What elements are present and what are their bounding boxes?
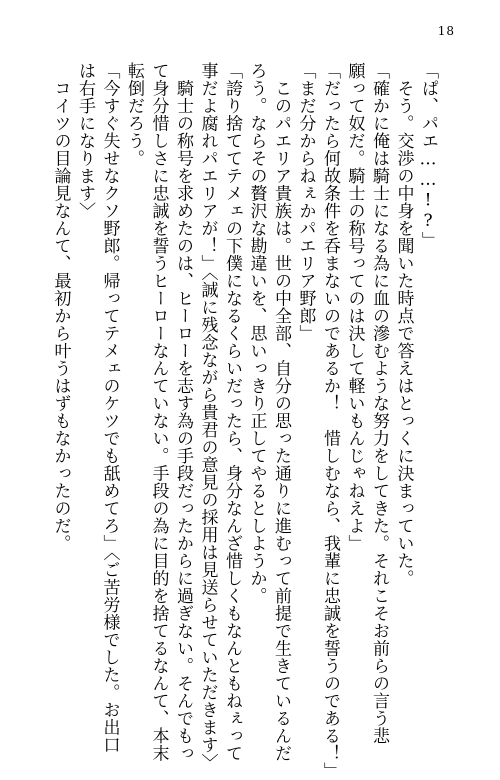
text-line: て身分惜しさに忠誠を誓うヒーローなんていない。手段の為に目的を捨てるなんて、本末 [148,62,169,762]
text-line: 「まだ分からねぇかパエリア野郎」 [295,62,316,342]
text-line: コイツの目論見なんて、最初から叶うはずもなかったのだ。 [50,62,71,552]
text-line: 願って奴だ。騎士の称号ってのは決して軽いもんじゃねえよ」 [344,62,365,552]
text-line: は右手になります〉 [75,62,95,220]
text-line: 事だよ腐れパエリアが！」〈誠に残念ながら貴君の意見の採用は見送らせていただきます〉 [197,62,218,771]
page-number: 18 [437,24,455,38]
text-line: 「確かに俺は騎士になる為に血の滲むような努力をしてきた。それこそお前らの言う悲 [369,62,389,745]
text-line: 転倒だろう。 [124,62,144,167]
text-line: 「今すぐ失せなクソ野郎。帰ってテメェのケツでも舐めてろ」〈ご苦労様でした。お出口 [99,62,120,754]
body-text [48,62,440,780]
text-line: 「ぱ、パエ……!?」 [418,62,438,249]
text-line: ろう。ならその贅沢な勘違いを、思いっきり正してやるとしようか。 [246,62,267,605]
text-line: 騎士の称号を求めたのは、ヒーローを志す為の手段だったからに過ぎない。そんでもっ [173,62,193,762]
text-line: 「だったら何故条件を呑まないのであるか！ 惜しむなら、我輩に忠誠を誓うのである！」 [320,62,340,780]
text-line: このパエリア貴族は。世の中全部、自分の思った通りに進むって前提で生きているんだ [271,62,291,762]
text-line: そう。交渉の中身を聞いた時点で答えはとっくに決まっていた。 [393,62,414,587]
text-line: 「誇り捨ててテメェの下僕になるくらいだったら、身分なんざ惜しくもなんともねぇって [222,62,242,762]
